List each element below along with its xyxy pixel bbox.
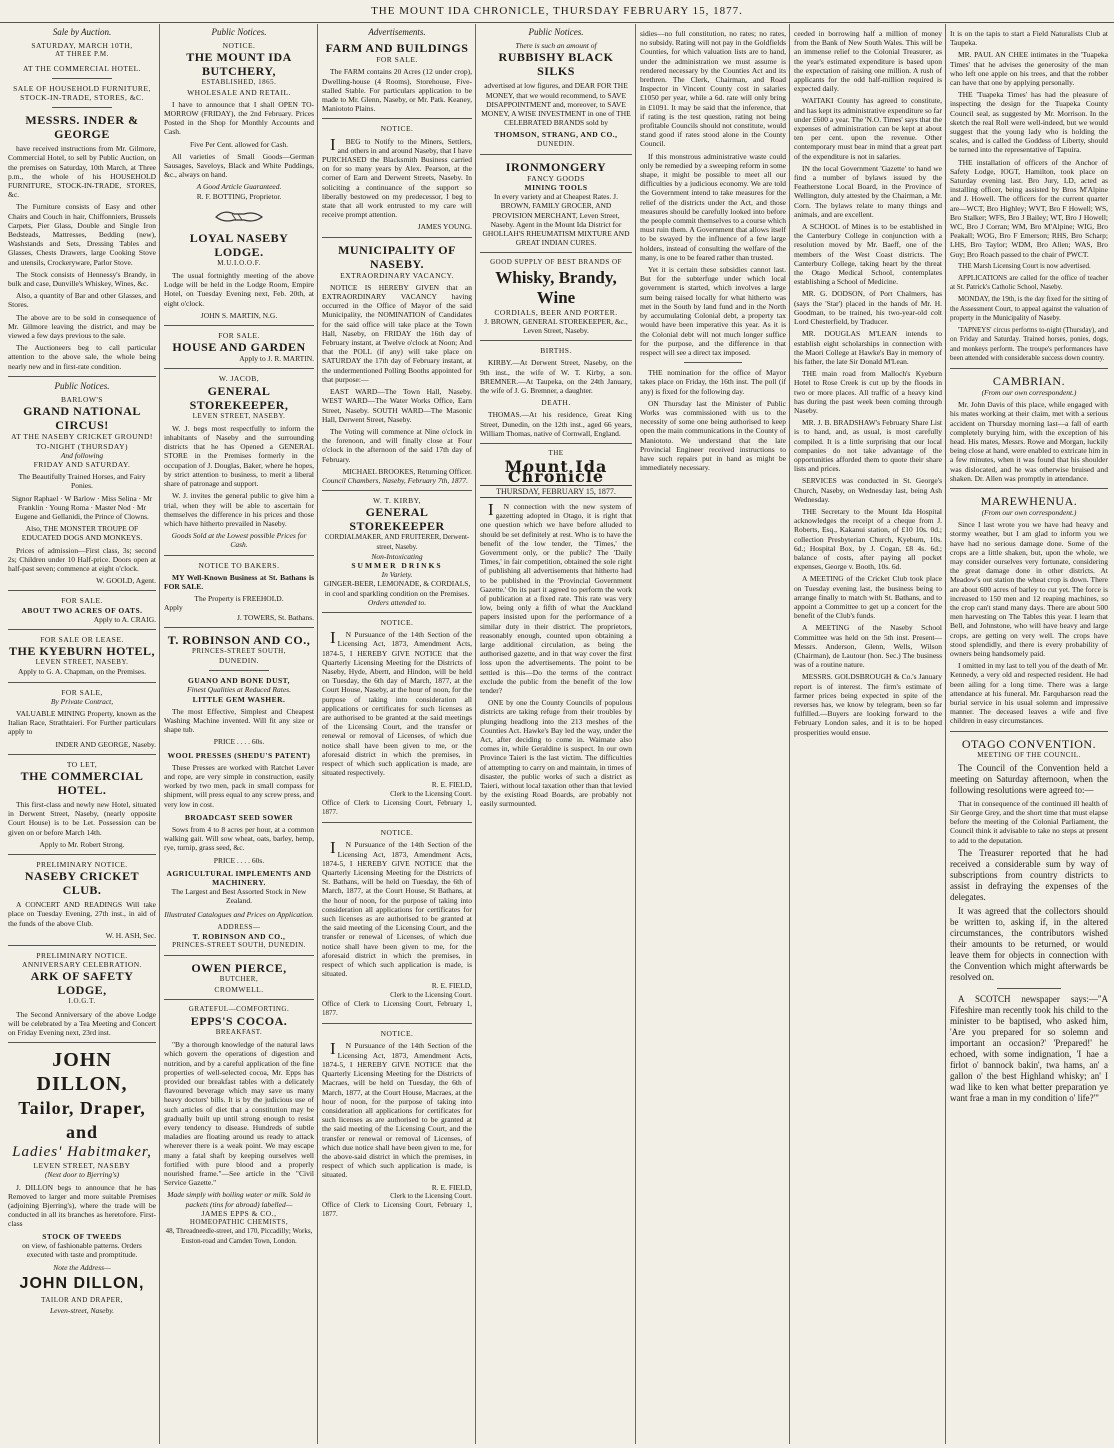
circus-prices: Prices of admission—First class, 3s; second 2s; Children under 10 Half-price. Doors open at half-past seven; commence at eight o'clock. [8,545,156,573]
auction-date: SATURDAY, MARCH 10TH, [31,41,133,51]
auction-note: The above are to be sold in consequence of Mr. Gilmore leaving the district, and may be viewed a few days previous to the sale. [8,312,156,341]
lodge-sign: JOHN S. MARTIN, N.G. [200,310,278,320]
divider [164,627,314,628]
jacob-body-2: W. J. invites the general public to give him a trial, when they will be able to ascertain for themselves the difference in his prices and those which have hitherto prevailed in Naseby. [164,491,314,528]
epps-address: 48, Threadneedle-street, and 170, Piccadilly; Works, Euston-road and Camden Town, London. [165,1227,313,1245]
divider [209,670,269,671]
auction-note-2: The Auctioneers beg to call particular attention to the above sale, the whole being nearly new and in first-rate condition. [8,343,156,371]
scotch-anecdote: A SCOTCH newspaper says:—"A Fifeshire man recently took his child to the minister to be baptised, who asked him, 'Are you prepared for so solemn and important an occasion?' 'Prepared!' he echoed, with some indignation, 'I hae a firlot o' bannock bakin', twa hams, an' a gallon o' the best Highland whisky; an' I wad like to ken what better preparation ye want frae a man in my condition o' life?'" [950,993,1108,1103]
owen-trade: BUTCHER, [219,975,259,984]
ironmongery-body: In every variety and at Cheapest Rates. J. BROWN, FAMILY GROCER, AND PROVISION MERCHANT, Leven Street, Naseby. Agent in the Mount Ida District for GHOLLAH'S RHEUMATISM MIXTURE AND GREAT INDIAN CURES. [482,192,630,248]
article-para: If this monstrous administrative waste could only be remedied by a sweeping reform in some shape, it might be possible to meet all our difficulties by a judicious economy. We are told the Government intend to take measures for the relief of the districts under the Act, and those measures should be carefully looked into before the people commit themselves to a course which must ruin them. A Government that allows itself to be swayed by the influence of a few large holders, instead of consulting the welfare of the many, is one to be feared rather than trusted. [640,151,786,262]
robinson-title: T. ROBINSON AND CO., [167,632,311,647]
silk-title: RUBBISHY BLACK SILKS [498,50,614,79]
column-rule [317,24,318,1444]
otago-heading: OTAGO CONVENTION. [961,736,1097,751]
dillon-stock-2: on view, of fashionable patterns. Orders executed with taste and promptitude. [22,1240,142,1260]
catalogues-note: Illustrated Catalogues and Prices on Application. [164,909,314,919]
leader-1: IN connection with the new system of gazetting adopted in Otago, it is right that one question which we have before alluded to should be set definitely at rest. Who is to have the benefit of the low tender, the 'Times,' the Government only, or the public? The 'Daily Times,' in fair competition, obtained the sole right of publishing all advertisements that hitherto had to be published in the 'Provincial Government Gazette.' On its part it agreed to perform the work of publication at a fixed rate. This rate was very low, being only a fifth of what the Auckland papers insisted upon for the performance of a similar duty in their district. The proprietors, reasonably enough, counted upon obtaining a large additional circulation, as being the authorised gazette, and in that way cover the first loss upon the advertisements. The point to be settled is this—Do the terms of the contract exclude the public from the benefit of the low tender? [480,499,632,695]
washer-title: LITTLE GEM WASHER. [192,694,286,704]
butchery-established: ESTABLISHED, 1865. [201,78,277,87]
news-item: THE Marsh Licensing Court is now advertised. [958,261,1091,270]
lodge-sub: I.O.G.T. [68,997,96,1006]
presses-body: These Presses are worked with Ratchet Lever and rope, are very simple in construction, easily worked by two men, pack in small compass for shipment, will press equal to any screw press, and very low in cost. [164,762,314,809]
cambrian-heading: CAMBRIAN. [992,373,1066,388]
divider [322,490,472,491]
section-heading: Advertisements. [368,27,426,37]
whisky-sub: CORDIALS, BEER AND PORTER. [494,307,618,317]
dillon-trade: Tailor, Draper, and [18,1098,146,1143]
licensing-sign-3b: Clerk to the Licensing Court. [390,1191,472,1200]
cricket-title: NASEBY CRICKET CLUB. [24,869,140,898]
divider [480,340,632,341]
column-7 [950,26,1108,1444]
licensing-notice-1: IN Pursuance of the 14th Section of the Licensing Act, 1873, Amendment Acts, 1874-5, I HEREBY GIVE NOTICE that the Quarterly Licensing Meeting for the Districts of Naseby, Hyde, Abertt, and Hindon, will be held on Tuesday, the 6th day of March, 1877, at the Court House, Naseby, at the hour of noon, for the purpose of taking into consideration all applications or certificates for such licenses as are authorised to be granted at the said meetings of the Licensing Court, and the transfer or renewal or removal of Licenses, of which due notice shall have been given to me, or the aforesaid district in which the premises, in respect of which such application is made, are situated respectively. [322,628,472,778]
butchery-sub: WHOLESALE AND RETAIL. [187,87,291,97]
news-item: THE main road from Malloch's Kyeburn Hotel to Rose Creek is cut up by the floods in two or more places. All traffic of a heavy kind has during the past week been coming through Naseby. [794,369,942,415]
lodge-body: The Second Anniversary of the above Lodge will be celebrated by a Tea Meeting and Concert on Friday Evening next, 23rd inst. [8,1009,156,1038]
sower-price: PRICE . . . . 60s. [213,855,265,865]
divider [480,443,632,444]
licensing-notice-2: IN Pursuance of the 14th Section of the Licensing Act, 1873, Amendment Acts, 1874-5, I HEREBY GIVE NOTICE that the Quarterly Licensing Meeting for the Districts of St. Bathans, will be held on Tuesday, the 6th of March, 1877, at the Court House, St Bathans, at the hour of noon, for the purpose of taking into consideration all applications for certificates for such licenses as are authorised to be granted at the said meeting of the Licensing Court, and the transfer or renewal of Licenses, of which due notice shall have been given to me, for the aforesaid district in which the premises, in respect of which such application is made, is situated. [322,838,472,979]
births-heading: BIRTHS. [540,346,572,356]
circus-venue: AT THE NASEBY CRICKET GROUND! TO-NIGHT (THURSDAY) [11,432,153,451]
hotel-heading: FOR SALE OR LEASE. [40,634,124,644]
cambrian-sub: (From our own correspondent.) [981,387,1077,397]
column-rule [789,24,790,1444]
divider [322,237,472,238]
ironmongery-title: IRONMONGERY [505,159,607,174]
lodge-sub: M.U.I.O.O.F. [217,258,261,267]
marewhenua-heading: MAREWHENUA. [980,493,1078,508]
news-item: THE 'Tuapeka Times' has had the pleasure of inspecting the design for the Tuapeka County Council seal, as suggested by Mr. Morrison. In the sketch the real Roll were well-indeed, but we would suggest that the young lady who is holding the scales, and is called the Goddess of Liberty, should be turned into the representative of Tapuira. [950,90,1108,155]
jacob-goods: Goods Sold at the Lowest possible Prices for Cash. [171,531,307,550]
column-1 [8,26,156,1444]
lodge-title: ARK OF SAFETY LODGE, [30,969,134,998]
municipality-booths: EAST WARD—The Town Hall, Naseby. WEST WARD—The Water Works Office, Earn Street, Naseby. SOUTH WARD—The Masonic Hall, Derwent Street, Naseby. [322,387,472,424]
auction-also: Also, a quantity of Bar and other Glasses, and Stores. [8,291,156,310]
notice-heading: NOTICE. [380,124,414,134]
anniversary-heading: ANNIVERSARY CELEBRATION. [21,960,143,970]
news-item: MR. DOUGLAS M'LEAN intends to establish eight scholarships in connection with the Maori College at Hawke's Bay in memory of his father, the late Sir Donald M'Lean. [794,329,942,366]
news-item: MR. J. B. BRADSHAW's February Share List is to hand, and, as usual, is most carefully compiled. It is a little surprising that our local companies do not take advantage of the opportunities afforded them to quote their share lists and prices. [794,418,942,474]
epps-grateful: GRATEFUL—COMFORTING. [188,1004,290,1013]
divider [322,822,472,823]
licensing-sign-2: R. E. FIELD, [431,981,472,991]
news-item: SERVICES was conducted in St. George's Church, Naseby, on Wednesday last, being Ash Wednesday. [794,476,942,504]
dillon-address: LEVEN STREET, NASEBY [33,1161,131,1171]
dillon-stock: STOCK OF TWEEDS [42,1231,122,1241]
leader-2: ONE by one the County Councils of populous districts are taking refuge from their troubles by plunging headlong into the 213 meshes of the Counties Act. Hawke's Bay led the way, under the Act, after deciding to come in. Waimate also comes in, while Geraldine is suspect. In our own Province Taieri is the last victim. The difficulties of attempting to carry on and maintain, in times of disaster, the public works of such a district as Taieri, without local taxation other than that levied by the existing Road Boards, are probably not easily surmounted. [480,698,632,809]
otago-resolution: That in consequence of the continued ill health of Sir George Grey, and the short time that must elapse before the meeting of the Colonial Parliament, the Council think it advisable to take no steps at present to add to the deputation. [950,798,1108,845]
circus-troupe: Also, THE MONSTER TROUPE OF EDUCATED DOGS AND MONKEYS. [21,524,143,543]
prelim-heading-2: PRELIMINARY NOTICE. [36,951,128,961]
otago-treasurer: The Treasurer reported that he had received a considerable sum by way of subscriptions from country districts to assist in defraying the expenses of the delegates. [950,847,1108,902]
young-body: IBEG to Notify to the Miners, Settlers, and others in and around Naseby, that I have PURCHASED the Blacksmith Business carried on for so many years by Alex. Pearson, at the corner of Earn and Derwent Streets, Naseby. In soliciting a continuance of the support so liberally bestowed on my predecessor, I beg to state that all work entrusted to my care will receive prompt attention. [322,134,472,220]
butchery-cash: Five Per Cent. allowed for Cash. [189,139,289,149]
municipality-body: NOTICE IS HEREBY GIVEN that an EXTRAORDINARY VACANCY having occurred in the Office of Mayor of the said Municipality, the NOMINATION of Candidates for the said office will take place at the Town Hall, Naseby, on FRIDAY the 16th day of February instant, at Twelve o'clock at Noon; And that the POLL (if any) will take place on SATURDAY the 17th day of February instant, at the undermentioned Polling Booths appointed for that purpose:— [322,282,472,384]
divider [164,325,314,326]
otago-sub: MEETING OF THE COUNCIL. [977,750,1081,759]
issue-date: THURSDAY, FEBRUARY 15, 1877. [480,485,632,498]
butchery-title: THE MOUNT IDA BUTCHERY, [186,50,292,79]
divider [950,368,1108,369]
implements-title: AGRICULTURAL IMPLEMENTS AND MACHINERY. [166,868,312,887]
divider [684,362,742,363]
dillon-trade-2: Ladies' Habitmaker, [12,1144,152,1161]
farm-body: The FARM contains 20 Acres (12 under crop), Dwelling-house (4 Rooms), Storehouse, Five-stalled Stable. For particulars application to be made to Mr. Glenn, Naseby, or Mr. Patk. Keaney, Maniototo Plains. [322,67,472,114]
jacob-name: W. JACOB, [218,374,260,384]
lodge-body: The usual fortnightly meeting of the above Lodge will be held in the Lodge Room, Empire Hotel, on Tuesday Evening next, Feb. 20th, at eight o'clock. [164,271,314,308]
news-item: A SCHOOL of Mines is to be established in the Canterbury College in conjunction with a resolution moved by Mr. Baeff, one of the members of the West Coast districts. The Canterbury College, taking heart by the threat the Otago Medical School, contemplates establishing a School of Medicine. [794,222,942,287]
divider [322,118,472,119]
divider [52,78,111,79]
kirby-list: GINGER-BEER, LEMONADE, & CORDIALS, in cool and sparkling condition on the Premises. [323,579,471,598]
owen-title: OWEN PIERCE, [191,961,287,976]
address-label: ADDRESS— [217,922,261,931]
licensing-office-2: Office of Clerk to Licensing Court, February 1, 1877. [322,999,472,1018]
bakers-sign: J. TOWERS, St. Bathans. [236,612,314,622]
kirby-title: GENERAL STOREKEEPER [349,505,445,534]
hotel-apply: Apply to G. A. Chapman, on the Premises. [17,667,147,677]
presses-title: WOOL PRESSES (SHEDU'S PATENT) [167,750,311,760]
section-heading: Public Notices. [211,27,267,37]
circus-and: And following [60,450,104,460]
cricket-body: A CONCERT AND READINGS Will take place on Tuesday Evening, 27th inst., in aid of the funds of the above Club. [8,900,156,928]
let-apply: Apply to Mr. Robert Strong. [39,839,125,849]
lodge-title: LOYAL NASEBY LODGE. [189,230,289,259]
news-item: THE Secretary to the Mount Ida Hospital acknowledges the receipt of a cheque from J. Roberts, Esq., Kakanui station, of £10 10s. 0d.; collection Presbyterian Church, Kyeburn, 10s. 6d.; Hospital Box, by J. Cogan, £8 4s. 6d.; balance of costs, after paying all pocket expenses, George v. Booth, 10s. 6d. [794,506,942,572]
circus-cast: Signor Raphael · W Barlow · Miss Selina · Mr Franklin · Young Roma · Master Nod · Mr Eugene and Gellanidi, the Prince of Clowns. [11,493,153,521]
ironmongery-tools: MINING TOOLS [524,183,588,193]
let-body: This first-class and newly new Hotel, situated in Derwent Street, Naseby, (nearly opposite Court House) is to be Let. Possession can be given on or before March 14th. [8,799,156,837]
column-rule [945,24,946,1444]
newspaper-masthead: THE MOUNT IDA CHRONICLE, THURSDAY FEBRUARY 15, 1877. [0,0,1114,23]
notice-heading-4: NOTICE. [380,1029,414,1039]
divider [8,590,156,591]
cambrian-body: Mr. John Davis of this place, while engaged with his mates working at their claim, met with a serious accident on Thursday morning last—a fall of earth completely burying him, with the exception of his head. His mates, Messrs. Rowe and Morgan, luckily being close at hand, were enabled to extricate him in a few minutes, when it was found that his shoulder was dislocated, and he was otherwise bruised and shaken. Dr. Allen was promptly in attendance. [950,400,1108,483]
kirby-name: W. T. KIRBY, [372,496,422,506]
sower-body: Sows from 4 to 8 acres per hour, at a common walking gait. Will sow wheat, oats, barley, hemp, rye, turnip, grass seed, &c. [164,824,314,853]
municipality-sign: MICHAEL BROOKES, Returning Officer. [342,466,472,476]
news-item: IN the local Government 'Gazette' to hand we find a number of bylaws issued by the Featherstone Local Board, in the Province of Wellington, duly attested by the Chairman, a Mr. Corn. The bylaws relate to many things and animals, and are excellent. [794,163,942,219]
auction-firm: MESSRS. INDER & GEORGE [25,113,139,142]
kirby-temperance: Non-Intoxicating [371,551,423,561]
auction-venue: AT THE COMMERCIAL HOTEL. [22,63,142,73]
silk-intro: There is such an amount of [515,41,597,51]
oats-heading: FOR SALE. [61,596,103,606]
epps-body: "By a thorough knowledge of the natural laws which govern the operations of digestion and nutrition, and by a careful application of the fine properties of well-selected cocoa, Mr. Epps has provided our breakfast tables with a delicately flavoured beverage which may save us many heavy doctors' bills. It is by the judicious use of such articles of diet that a constitution may be gradually built up until strong enough to resist every tendency to disease. Hundreds of subtle maladies are floating around us ready to attack wherever there is a weak point. We may escape many a fatal shaft by keeping ourselves well fortified with pure blood and a properly nourished frame."—See article in the "Civil Service Gazette." [164,1040,314,1188]
divider [164,368,314,369]
news-item: MR. PAUL AN CHEE intimates in the 'Tuapeka Times' that he advises the generosity of the man who left one apple on his trees, and that the robber can have that one by applying personally. [950,50,1108,88]
bakers-property: The Property is FREEHOLD. [194,594,284,604]
kirby-orders: Orders attended to. [367,597,427,607]
newspaper-title: Mount Ida Chronicle [504,457,608,486]
divider [8,629,156,630]
robinson-title-2: T. ROBINSON AND CO., [192,932,286,942]
young-sign: JAMES YOUNG. [417,222,472,232]
house-apply: Apply to J. R. MARTIN. [239,354,314,364]
auction-subject: SALE OF HOUSEHOLD FURNITURE, STOCK-IN-TRADE, STORES, &C. [13,83,151,103]
dillon-tailor: TAILOR AND DRAPER, [41,1296,123,1305]
column-rule [475,24,476,1444]
kirby-sub: CORDIALMAKER, AND FRUITERER, Derwent-street, Naseby. [324,533,470,551]
news-item: ceeded in borrowing half a million of money from the Bank of New South Wales. This will be an immense relief to the Colonial Treasurer, as the year's estimated expenditure is based upon the expectation of raising one million. A rush of applicants for the odd half-million required is expected daily. [794,29,942,94]
news-item: THE installation of officers of the Anchor of Safety Lodge, IOGT, Hamilton, took place on Saturday evening last. Bro Jury, LD, acted as installing officer, being assisted by Bros M'Alpine and J. Howell. The officers for the current quarter are—WCT, Bro Highley; WVT, Bro F Howell; WS, Bro Stalker; WFS, Bro J Bailey; WT, Bro J Howell; WC, Bro J Corran; WM, Bro M'Alpine; WIG, Bro Peakall; WOG, Bro F Emerson; RHS, Bro Scharp; LHS, Bro Taylor; WDM, Bro Allen; WAS, Bro Guy; Bro Roach passed to the chair of PWCT. [950,157,1108,259]
let-title: THE COMMERCIAL HOTEL. [20,768,144,797]
divider [8,945,156,946]
sower-title: BROADCAST SEED SOWER [184,812,294,822]
robinson-city: DUNEDIN. [218,655,260,665]
article-para: Yet it is certain these subsidies cannot last. But for the subterfuge under which local government is started, which involves a large sum being raised locally for what hitherto was met in the South by land fund and in the North by accumulating Colonial debt, a property tax would have been imperative this year. As it is the Colonial debt will not much longer suffice for the purpose, and the difference in that respect will see a direct tax imposed. [640,265,786,357]
silk-body: advertised at low figures, and DEAR FOR THE MONEY, that we would recommend, to SAVE DISAPPOINTMENT and, moreover, to SAVE MONEY, A WISE INVESTMENT in one of THE CELEBRATED BRANDS sold by [481,81,631,128]
whisky-title: Whisky, Brandy, Wine [495,267,617,307]
divider [950,731,1108,732]
whisky-body: J. BROWN, GENERAL STOREKEEPER, &c., Leven Street, Naseby. [484,316,628,336]
auction-list: The Furniture consists of Easy and other Chairs and Couch in hair, Chiffonniers, Brussels Carpets, Pier Glass, Double and Single Iron Bedsteads, Mattresses, Bedding (new), Washstands and Sets, Dressing Tables and Glasses, Chests Drawers, large Cooking Stove and utensils, Crockeryware, Parlor Stove. [8,202,156,267]
farm-heading: FOR SALE. [376,55,418,65]
auction-body: have received instructions from Mr. Gilmore, Commercial Hotel, to sell by Public Auction, on the premises on Saturday, 10th March, at Three p.m., the whole of his HOUSEHOLD FURNITURE, STOCK-IN-TRADE, STORES, &c. [8,144,156,200]
news-item: A MEETING of the Cricket Club took place on Tuesday evening last, the business being to arrange finally to match with St. Bathans, and to appoint a Committee to get up a concert for the benefit of the Club's funds. [794,574,942,621]
news-item: MESSRS. GOLDSBROUGH & Co.'s January report is of interest. The firm's estimate of farmer prices being expected in spite of the reverses has, we know by telegram, been so far fulfilled.—Buyers are looking forward to the February London sales, and it is to be hoped prosperities would ensue. [794,672,942,737]
kirby-drinks: SUMMER DRINKS [351,560,443,570]
mining-sub: By Private Contract, [50,696,114,706]
circus-agent: W. GOOLD, Agent. [96,576,156,586]
column-2 [164,26,314,1444]
jacob-title: GENERAL STOREKEEPER, [189,383,289,412]
column-rule [635,24,636,1444]
dillon-tailor-2: Leven-street, Naseby. [49,1305,115,1315]
circus-by: BARLOW'S [60,395,104,405]
silk-firm: THOMSON, STRANG, AND CO., [494,130,618,140]
epps-sign: JAMES EPPS & CO., [201,1208,277,1218]
butchery-body: I have to announce that I shall OPEN TO-MORROW (FRIDAY), the 2nd February. Prices Posted in the Shop for Monthly Accounts and Cash. [164,99,314,137]
mining-sign: INDER AND GEORGE, Naseby. [55,739,156,749]
let-heading: TO LET, [66,759,98,769]
article-para: sidies—no full constitution, no rates; no rates, no subsidy. Rating will not pay in the Goldfields Counties, for which valuation lists are to hand, under the administration we must assume is rendered necessary by the Counties Act and its brethren. The Clerk, Chairman, and Road Inspector in Vincent County cost in salaries £1050 per year, while a 6d. rate will only bring in £1091. It may be said that the inference, that if rating is the test question, rating not being profitable Councils should not constitute, would stand good if rates stood alone in the County Council. [640,29,786,149]
divider [8,1042,156,1043]
divider [322,612,472,613]
jacob-address: LEVEN STREET, NASEBY. [192,411,286,420]
marewhenua-sub: (From our own correspondent.) [981,507,1077,517]
mining-body: VALUABLE MINING Property, known as the Italian Race, Strathtaieri. For Further particulars apply to [8,708,156,737]
municipality-title: MUNICIPALITY OF NASEBY. [338,242,456,271]
farm-title: FARM AND BUILDINGS [325,41,469,56]
circus-days: FRIDAY AND SATURDAY. [33,459,131,469]
whisky-heading: GOOD SUPPLY OF BEST BRANDS OF [490,258,622,267]
divider [164,999,314,1000]
marewhenua-body-2: I omitted in my last to tell you of the death of Mr. Kennedy, a very old and respected resident. He had been ailing for a long time. There was a large attendance at his funeral. Mr. Farquharson read the burial service in his usual solemn and impressive manner. The deceased leaves a wife and five children in easy circumstances. [950,661,1108,726]
oats-apply: Apply to A. CRAIG. [93,614,156,624]
notice-heading-3: NOTICE. [380,828,414,838]
hotel-address: LEVEN STREET, NASEBY. [35,658,129,667]
news-item: MR. G. DODSON, of Port Chalmers, has (says the 'Star') placed in the hands of Mr. H. Goodman, to be trained, his two-year-old colt Lord Chesterfield, by Traducer. [794,289,942,327]
ironmongery-sub: FANCY GOODS [527,173,585,183]
jacob-body: W. J. begs most respectfully to inform the inhabitants of Naseby and the surrounding districts that he has Opened a GENERAL STORE in the Premises formerly in the occupation of J. Douglas, Baker, where he hopes, by strict attention to business, to merit a liberal share of patronage and support. [164,423,314,489]
licensing-sign-2b: Clerk to the Licensing Court. [390,990,472,999]
licensing-sign-1b: Clerk to the Licensing Court. [390,789,472,798]
divider [164,555,314,556]
cricket-sign: W. H. ASH, Sec. [105,930,156,940]
prelim-heading: PRELIMINARY NOTICE. [36,860,128,869]
butchery-sign: R. F. BOTTING, Proprietor. [196,191,282,201]
column-3 [322,26,472,1444]
guano-title: GUANO AND BONE DUST, [188,676,290,686]
licensing-office-3: Office of Clerk to Licensing Court, February 1, 1877. [322,1200,472,1219]
hotel-title: THE KYEBURN HOTEL, [8,644,156,659]
robinson-address-2: PRINCES-STREET SOUTH, DUNEDIN. [172,941,306,950]
bakers-title: MY Well-Known Business at St. Bathans is FOR SALE. [164,572,314,591]
divider [322,1023,472,1024]
licensing-sign-1: R. E. FIELD, [431,780,472,790]
bakers-apply: Apply [164,603,183,613]
news-item: MONDAY, the 19th, is the day fixed for the sitting of the Assessment Court, to appeal against the valuation of property in the Municipality of Naseby. [950,295,1108,322]
guano-sub: Finest Qualities at Reduced Rates. [187,685,291,695]
epps-made: Made simply with boiling water or milk. Sold in packets (tins for abroad) labelled— [167,1190,311,1209]
news-item: 'TAPNEYS' circus performs to-night (Thursday), and on Friday and Saturday. Trained horses, ponies, dogs, and monkeys perform. The troupe's performances have been attended with considerable success down country. [950,326,1108,362]
municipality-sub: EXTRAORDINARY VACANCY. [340,270,454,280]
auction-time: AT THREE P.M. [55,50,109,59]
divider [480,154,632,155]
handshake-icon [214,205,264,227]
news-item: THE nomination for the office of Mayor takes place on Friday, the 16th inst. The poll (if any) is fixed for the following day. [640,368,786,396]
dillon-address-2: (Next door to Bjerring's) [44,1170,120,1180]
owen-town: CROMWELL. [214,984,264,994]
butchery-goods: All varieties of Small Goods—German Sausages, Saveloys, Black and White Puddings, &c., always on hand. [164,151,314,180]
news-item: ON Thursday last the Minister of Public Works was commissioned with us to the necessity of some one being authorised to keep open the main communications in the County of Maniototo. We understand that the late Provincial Engineer received instructions to have such repairs put in hand as might be immediately necessary. [640,398,786,473]
washer-body: The most Effective, Simplest and Cheapest Washing Machine invented. Will fit any size or shape tub. [164,706,314,735]
house-title: HOUSE AND GARDEN [172,340,306,355]
divider [950,488,1108,489]
bakers-heading: NOTICE TO BAKERS. [198,560,280,570]
implements-body: The Largest and Best Assorted Stock in New Zealand. [171,887,307,906]
butchery-article: A Good Article Guaranteed. [196,182,282,192]
dillon-note: Note the Address— [53,1263,111,1273]
house-heading: FOR SALE. [218,331,260,341]
masthead-the: THE [548,449,564,458]
auction-stock: The Stock consists of Hennessy's Brandy, in bulk and case, Dunville's Whiskey, Wines, &c. [8,269,156,289]
column-6 [794,26,942,1444]
epps-title: EPPS'S COCOA. [190,1014,288,1029]
notice-heading-2: NOTICE. [380,617,414,627]
news-item: APPLICATIONS are called for the office of teacher at St. Patrick's Catholic School, Naseby. [950,274,1108,292]
column-4 [480,26,632,1444]
section-heading: Public Notices. [54,380,110,391]
divider [8,754,156,755]
divider [480,252,632,253]
circus-title: GRAND NATIONAL CIRCUS! [23,404,141,433]
divider [8,682,156,683]
silk-city: DUNEDIN. [537,139,575,148]
kirby-variety: In Variety. [381,570,413,580]
otago-agreed: It was agreed that the collectors should be written to, asking if, in the altered circumstances, the contributors wished their amounts to be returned, or would leave them for objects in connection with the Convention which might afterwards be resolved on. [950,905,1108,982]
licensing-sign-3: R. E. FIELD, [431,1182,472,1192]
divider [8,376,156,377]
news-item: WAITAKI County has agreed to constitute, and has kept its administrative expenditure so far under £600 a year. The 'N.O. Times' says that the expenses of administration can be kept at about ten per cent. upon the revenue. Other contemporary must bear in mind that a great part of the expenditure is not in salaries. [794,96,942,161]
death-heading: DEATH. [541,398,571,408]
circus-horses: The Beautifully Trained Horses, and Fairy Ponies. [18,472,146,491]
divider [997,988,1060,989]
divider [52,107,111,108]
dillon-name-2: JOHN DILLON, [19,1275,145,1293]
notice-heading: NOTICE. [222,41,256,51]
marewhenua-body: Since I last wrote you we have had heavy and stormy weather, but I am glad to inform you we have had no serious damage done. Some of the crops are a little shaken, but, upon the whole, we may consider ourselves very fortunate, considering the great damage done in other districts. At Meadow's out station the wheat crop is down. There are about 600 acres of barley to cut yet. The force is increased to 150 men and 12 reaping machines, so the crop can't stand many days. There are about 500 men harvesting on The Tables this year. I learn that Bell, and Johnstone, who will have heavy and large crops, are getting on very well. The crops have stood splendidly, and there is every probability of owners being handsomely paid. [950,520,1108,658]
otago-body: The Council of the Convention held a meeting on Saturday afternoon, when the following resolutions were agreed to:— [950,762,1108,795]
column-rule [159,24,160,1444]
news-item: A MEETING of the Naseby School Committee was held on the 5th inst. Present—Messrs. Anderson, Glenn, Wells, Wilson (Chairman), de Lautour (hon. Sec.) The business was of a routine nature. [794,623,942,670]
washer-price: PRICE . . . . 60s. [213,737,265,747]
section-heading: Public Notices. [528,27,584,37]
dillon-body: J. DILLON begs to announce that he has Removed to larger and more suitable Premises (adjoining Bjerring's), where the trade will be conducted in all its branches as heretofore. First-class [8,1182,156,1229]
licensing-office-1: Office of Clerk to Licensing Court, February 1, 1877. [322,798,472,817]
robinson-address: PRINCES-STREET SOUTH, [192,646,286,655]
licensing-notice-3: IN Pursuance of the 14th Section of the Licensing Act, 1873, Amendment Acts, 1874-5, I HEREBY GIVE NOTICE that the Quarterly Licensing Meeting for the Districts of Macraes, will be held on Tuesday, the 6th of March, 1877, at the Court House, Macraes, at the hour of noon, for the purpose of taking into consideration all applications for certificates for such licenses as are authorised to be granted at the said meeting of the Licensing Court, and the transfer or renewal or removal of Licenses, of which due notice shall have been given to me, for the above-said district in which the premises, in respect of which such application is made, is situated. [322,1039,472,1180]
death-body: THOMAS.—At his residence, Great King Street, Dunedin, on the 12th inst., aged 66 years, William Thomas, native of Cornwall, England. [480,410,632,438]
news-item: It is on the tapis to start a Field Naturalists Club at Taupeka. [950,29,1108,48]
divider [8,854,156,855]
births-body: KIRBY.—At Derwent Street, Naseby, on the 9th inst., the wife of W. T. Kirby, a son. BREMNER.—At Taupeka, on the 24th January, the wife of J. G. Bremner, a daughter. [480,358,632,396]
oats-title: ABOUT TWO ACRES OF OATS. [21,605,143,615]
epps-breakfast: BREAKFAST. [215,1028,263,1037]
dillon-name: JOHN DILLON, [36,1049,128,1096]
epps-sign-2: HOMEOPATHIC CHEMISTS, [189,1218,289,1227]
municipality-voting: The Voting will commence at Nine o'clock in the forenoon, and will finally close at Four o'clock in the afternoon of the said 17th day of February. [322,426,472,464]
mining-heading: FOR SALE, [61,687,103,697]
column-5 [640,26,786,1444]
divider [164,955,314,956]
municipality-date: Council Chambers, Naseby, February 7th, 1877. [322,475,469,485]
section-heading: Sale by Auction. [52,27,112,37]
